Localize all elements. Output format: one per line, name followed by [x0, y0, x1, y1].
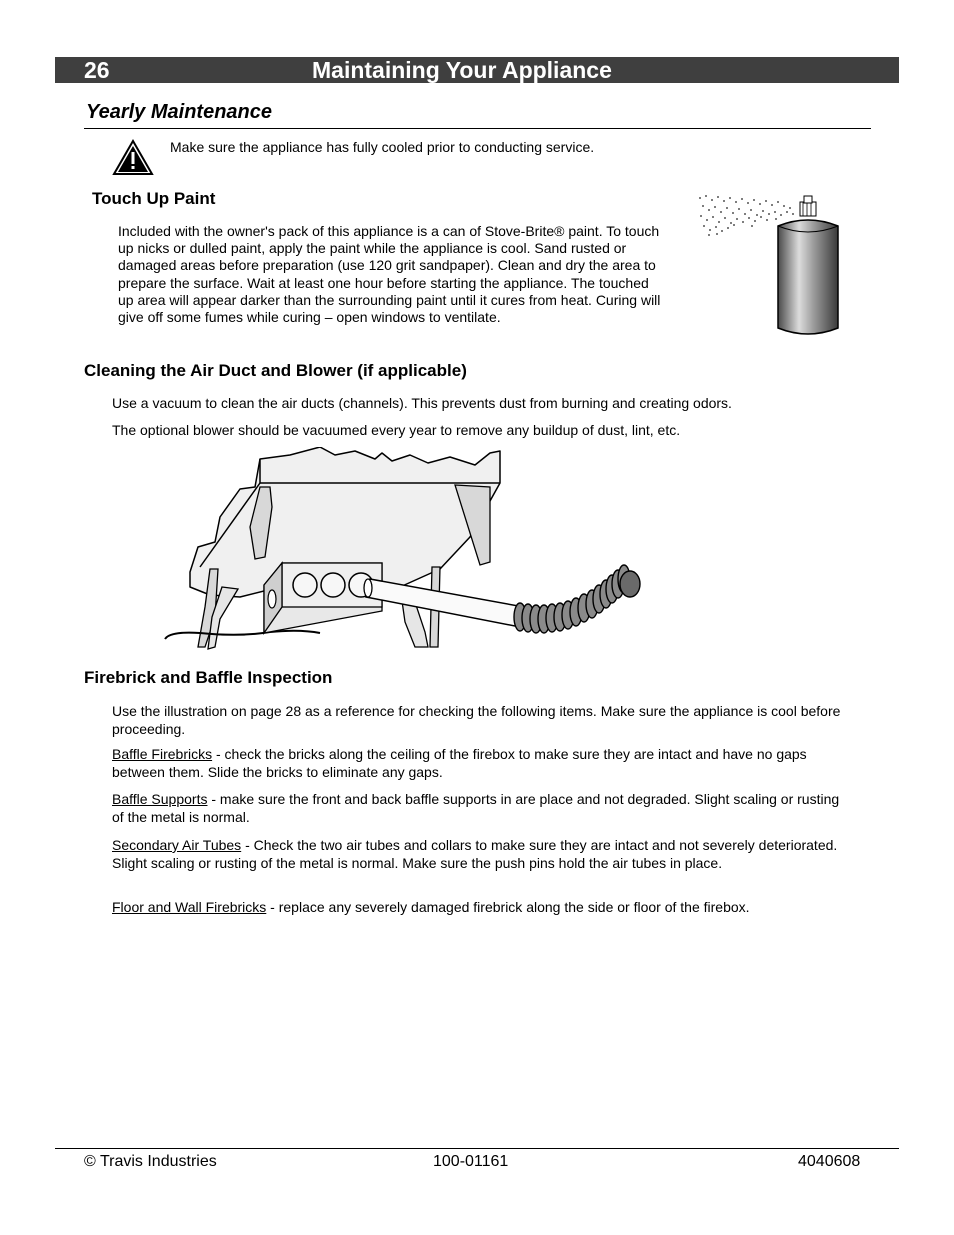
air-duct-paragraph: Use a vacuum to clean the air ducts (channels). This prevents dust from burning and creating odors.: [112, 395, 732, 411]
touch-up-paint-heading: Touch Up Paint: [92, 189, 216, 208]
vacuum-cleaning-blower-illustration: [160, 447, 650, 655]
baffle-firebricks-item: [112, 746, 842, 781]
floor-wall-firebricks-item: [112, 899, 852, 917]
touch-up-paint-text: Included with the owner's pack of this appliance is a can of Stove-Brite® paint. To touch up nicks or dulled paint, apply the paint while the appliance is cool. Sand rusted or damaged areas before preparation (use 120 grit sandpaper). Clean and dry the area to prepare the surface. Wait at least one hour before starting the appliance. The touched up area will appear darker than the surrounding paint until it cures from heat. Curing will give off some fumes while curing – open windows to ventilate.: [118, 223, 661, 326]
section-title: Yearly Maintenance: [86, 101, 273, 123]
secondary-air-tubes-term: Secondary Air Tubes: [112, 837, 242, 853]
baffle-firebricks-text: - check the bricks along the ceiling of the firebox to make sure they are intact and have no gaps between them. Slide the bricks to eliminate any gaps.: [112, 746, 807, 780]
secondary-air-tubes-text: - Check the two air tubes and collars to make sure they are intact and not severely deteriorated. Slight scaling or rusting of the metal is normal. Make sure the push pins hold the air tubes in place.: [112, 837, 838, 871]
page-title: Maintaining Your Appliance: [312, 57, 612, 83]
section-divider: [84, 128, 871, 129]
air-duct-blower-heading: Cleaning the Air Duct and Blower (if applicable): [84, 361, 467, 380]
baffle-supports-item: [112, 791, 842, 826]
page-number: 26: [84, 57, 110, 83]
footer-copyright: © Travis Industries: [84, 1153, 217, 1170]
footer-divider: [55, 1148, 899, 1149]
footer-document-number: 100-01161: [433, 1153, 509, 1170]
footer-revision-code: 4040608: [798, 1153, 861, 1170]
floor-wall-firebricks-term: Floor and Wall Firebricks: [112, 899, 267, 915]
warning-text: Make sure the appliance has fully cooled prior to conducting service.: [170, 139, 595, 155]
baffle-supports-term: Baffle Supports: [112, 791, 208, 807]
baffle-supports-text: - make sure the front and back baffle supports in are place and not degraded. Slight scaling or rusting of the metal is normal.: [112, 791, 840, 825]
warning-triangle-icon: [112, 139, 154, 177]
firebrick-intro: Use the illustration on page 28 as a reference for checking the following items. Make sure the appliance is cool before proceeding.: [112, 703, 841, 737]
floor-wall-firebricks-text: - replace any severely damaged firebrick along the side or floor of the firebox.: [266, 899, 750, 915]
firebrick-baffle-heading: Firebrick and Baffle Inspection: [84, 668, 333, 687]
secondary-air-tubes-item: [112, 837, 842, 872]
baffle-firebricks-term: Baffle Firebricks: [112, 746, 213, 762]
blower-paragraph: The optional blower should be vacuumed every year to remove any buildup of dust, lint, etc.: [112, 422, 681, 438]
spray-can-illustration: [692, 188, 842, 338]
